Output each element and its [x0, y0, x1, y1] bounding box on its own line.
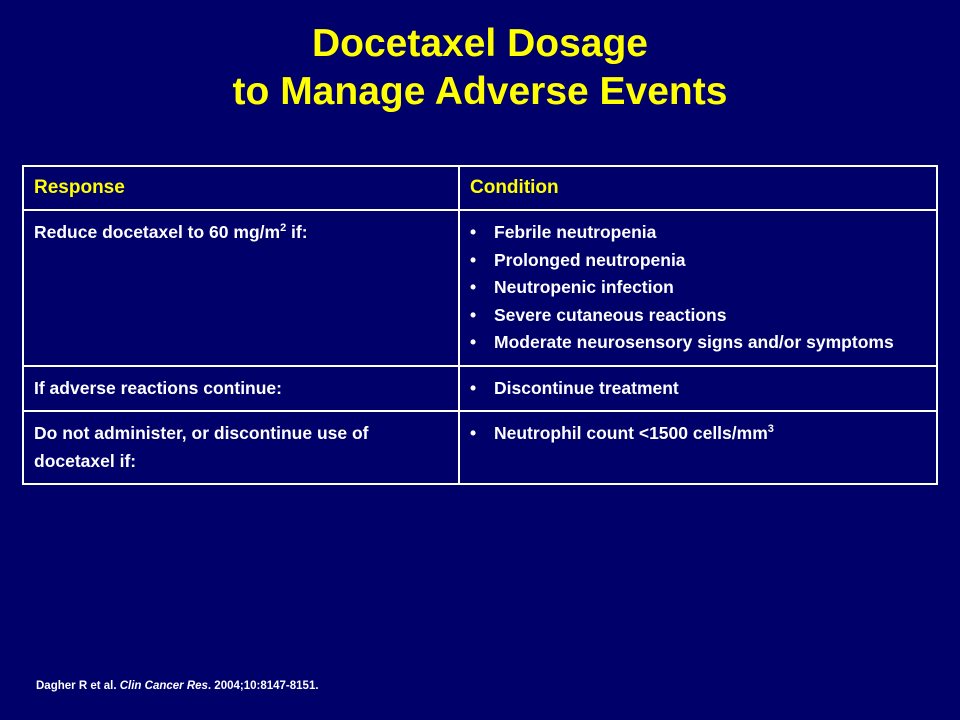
list-item [470, 219, 926, 247]
response-suffix: if: [286, 222, 308, 242]
citation [36, 680, 319, 692]
condition-cell [459, 210, 937, 366]
condition-list [470, 219, 926, 357]
citation-journal: Clin Cancer Res [119, 680, 208, 692]
response-cell [23, 210, 459, 366]
response-text: Reduce docetaxel to 60 mg/m [34, 222, 281, 242]
condition-text: Moderate neurosensory signs and/or symptoms [494, 332, 894, 352]
bullet-icon: • [470, 332, 477, 352]
list-item [470, 274, 926, 302]
condition-text: Neutrophil count <1500 cells/mm [494, 423, 768, 443]
bullet-icon: • [470, 377, 477, 398]
bullet-icon: • [470, 249, 477, 270]
title-line-1: Docetaxel Dosage [312, 22, 648, 65]
list-item [470, 375, 926, 403]
list-item [470, 420, 926, 448]
table-row [23, 366, 937, 412]
response-text: Do not administer, or discontinue use of docetaxel if: [34, 423, 369, 471]
response-cell [23, 411, 459, 484]
response-cell [23, 366, 459, 412]
citation-authors: Dagher R et al. [36, 680, 120, 692]
title-line-2: to Manage Adverse Events [232, 70, 728, 113]
header-response: Response [23, 166, 459, 210]
condition-list [470, 375, 926, 403]
citation-details: . 2004;10:8147-8151. [207, 680, 319, 692]
condition-text: Neutropenic infection [494, 277, 674, 297]
response-text: If adverse reactions continue: [34, 377, 282, 398]
condition-list [470, 420, 926, 448]
superscript: 3 [767, 423, 774, 435]
condition-cell [459, 366, 937, 412]
dosage-table [22, 165, 938, 485]
header-condition: Condition [459, 166, 937, 210]
bullet-icon: • [470, 304, 477, 325]
table-row [23, 210, 937, 366]
bullet-icon: • [470, 222, 477, 242]
superscript: 2 [280, 222, 287, 234]
slide-title [0, 20, 960, 116]
table-header-row [23, 166, 937, 210]
bullet-icon: • [470, 423, 477, 443]
condition-text: Febrile neutropenia [494, 222, 657, 242]
bullet-icon: • [470, 277, 477, 297]
list-item [470, 247, 926, 275]
table-row [23, 411, 937, 484]
condition-cell [459, 411, 937, 484]
list-item [470, 329, 926, 357]
condition-text: Prolonged neutropenia [494, 249, 686, 270]
list-item [470, 302, 926, 330]
condition-text: Discontinue treatment [494, 377, 679, 398]
condition-text: Severe cutaneous reactions [494, 304, 727, 325]
